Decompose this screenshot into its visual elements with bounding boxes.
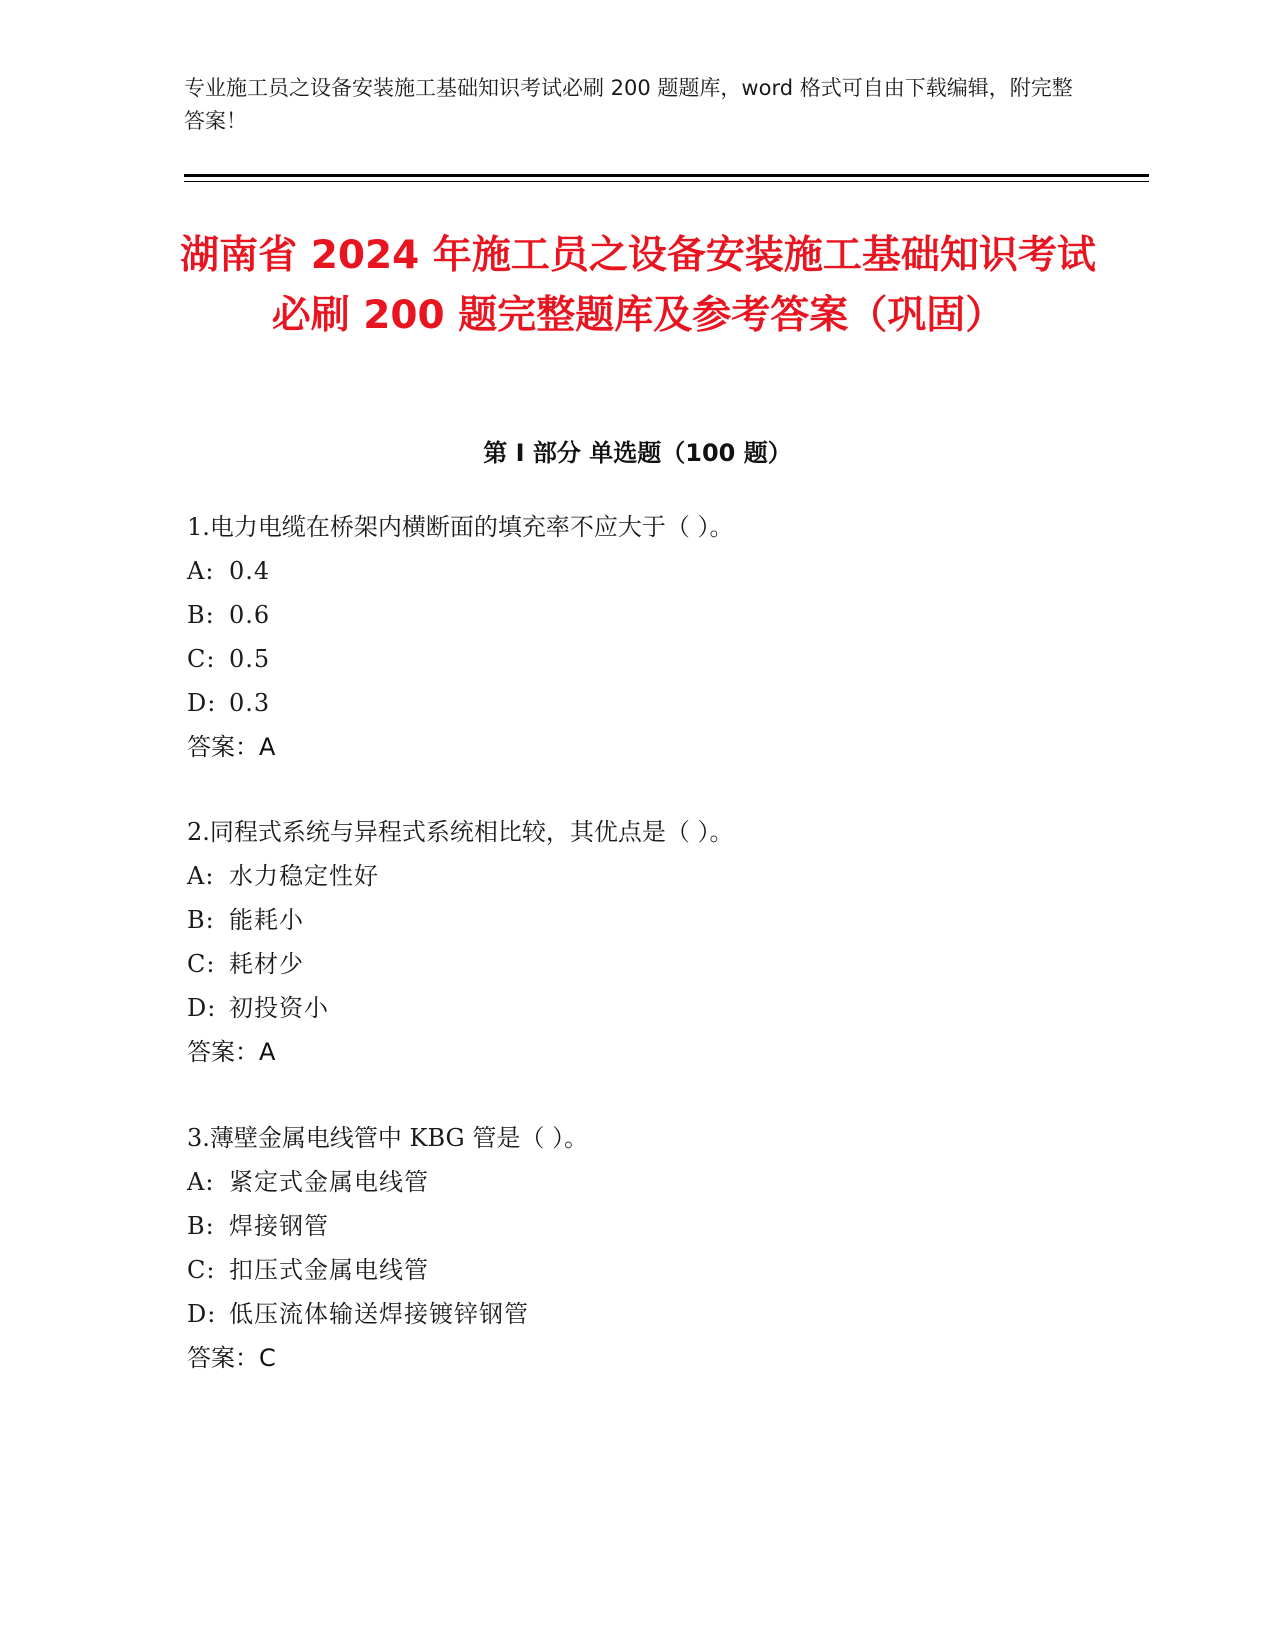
- document-title: 湖南省 2024 年施工员之设备安装施工基础知识考试必刷 200 题完整题库及参考答案（巩固）: [180, 233, 1096, 338]
- option-text: 水力稳定性好: [229, 862, 379, 890]
- answer-line: 答案：A: [187, 1038, 276, 1066]
- header-rule-thin: [184, 181, 1149, 182]
- option-text: 0.6: [229, 601, 271, 629]
- option-key: B:: [187, 906, 215, 934]
- option-b: [187, 898, 1087, 942]
- question-stem: 1.电力电缆在桥架内横断面的填充率不应大于（ ）。: [187, 513, 734, 541]
- option-key: C:: [187, 645, 216, 673]
- option-a: [187, 1160, 1087, 1204]
- answer-line: 答案：A: [187, 733, 276, 761]
- option-key: B:: [187, 601, 215, 629]
- option-text: 能耗小: [229, 906, 304, 934]
- option-b: [187, 1204, 1087, 1248]
- option-key: A:: [187, 1168, 215, 1196]
- option-key: D:: [187, 689, 217, 717]
- option-key: D:: [187, 1300, 217, 1328]
- option-d: [187, 986, 1087, 1030]
- option-key: C:: [187, 1256, 216, 1284]
- question-3: [187, 1116, 1087, 1380]
- option-key: B:: [187, 1212, 215, 1240]
- option-text: 扣压式金属电线管: [229, 1256, 429, 1284]
- option-text: 耗材少: [229, 950, 304, 978]
- question-stem: 2.同程式系统与异程式系统相比较，其优点是（ ）。: [187, 818, 734, 846]
- option-b: [187, 593, 1087, 637]
- option-text: 初投资小: [229, 994, 329, 1022]
- option-text: 0.3: [229, 689, 271, 717]
- answer-line: 答案：C: [187, 1344, 276, 1372]
- option-key: A:: [187, 557, 215, 585]
- option-key: C:: [187, 950, 216, 978]
- question-stem: 3.薄壁金属电线管中 KBG 管是（ ）。: [187, 1124, 588, 1152]
- option-text: 焊接钢管: [229, 1212, 329, 1240]
- option-text: 0.4: [229, 557, 271, 585]
- option-d: [187, 1292, 1087, 1336]
- option-c: [187, 942, 1087, 986]
- header-rule-thick: [184, 174, 1149, 177]
- option-key: D:: [187, 994, 217, 1022]
- option-text: 紧定式金属电线管: [229, 1168, 429, 1196]
- option-text: 低压流体输送焊接镀锌钢管: [229, 1300, 529, 1328]
- option-d: [187, 681, 1087, 725]
- question-1: [187, 505, 1087, 769]
- option-key: A:: [187, 862, 215, 890]
- option-c: [187, 1248, 1087, 1292]
- option-c: [187, 637, 1087, 681]
- section-title: 第 I 部分 单选题（100 题）: [483, 439, 792, 467]
- option-a: [187, 854, 1087, 898]
- header-note: 专业施工员之设备安装施工基础知识考试必刷 200 题题库，word 格式可自由下载编辑，附完整答案！: [184, 76, 1073, 133]
- option-a: [187, 549, 1087, 593]
- option-text: 0.5: [229, 645, 271, 673]
- question-2: [187, 810, 1087, 1074]
